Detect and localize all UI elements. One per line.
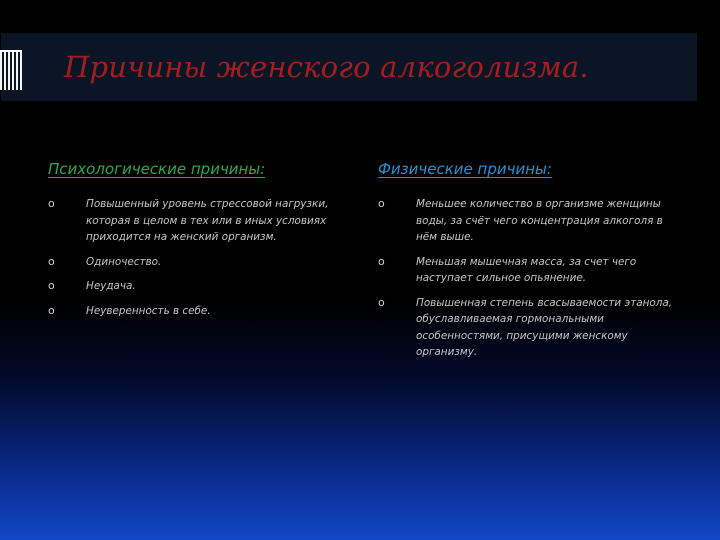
physical-causes-heading: Физические причины: bbox=[378, 160, 552, 178]
ring-bullet-icon: o bbox=[48, 303, 55, 317]
list-item-text: Меньшая мышечная масса, за счет чего наступает сильное опьянение. bbox=[416, 255, 637, 284]
list-item bbox=[48, 196, 358, 246]
list-item-text: Неуверенность в себе. bbox=[86, 304, 211, 317]
psychological-causes-heading: Психологические причины: bbox=[48, 160, 266, 178]
ring-bullet-icon: o bbox=[48, 254, 55, 268]
list-item bbox=[48, 303, 358, 320]
list-item bbox=[378, 254, 678, 287]
list-item-text: Повышенный уровень стрессовой нагрузки, которая в целом в тех или в иных условиях приходится на женский организм. bbox=[86, 198, 329, 243]
physical-causes-list bbox=[378, 196, 678, 369]
list-item bbox=[378, 295, 678, 361]
ring-bullet-icon: o bbox=[378, 254, 385, 268]
ring-bullet-icon: o bbox=[48, 197, 55, 210]
list-item-text: Неудача. bbox=[86, 280, 136, 292]
decorative-stripes bbox=[0, 52, 22, 90]
list-item-text: Меньшее количество в организме женщины воды, за счёт чего концентрация алкоголя в нём выше. bbox=[416, 198, 663, 243]
list-item bbox=[378, 196, 678, 246]
ring-bullet-icon: o bbox=[378, 295, 385, 309]
list-item bbox=[48, 278, 358, 295]
list-item bbox=[48, 254, 358, 271]
psychological-causes-list bbox=[48, 196, 358, 327]
list-item-text: Повышенная степень всасываемости этанола, обуславливаемая гормональными особенностями, присущими женскому организму. bbox=[416, 296, 673, 358]
ring-bullet-icon: o bbox=[378, 197, 385, 210]
list-item-text: Одиночество. bbox=[86, 255, 162, 268]
slide-title: Причины женского алкоголизма. bbox=[64, 50, 589, 84]
ring-bullet-icon: o bbox=[48, 279, 55, 292]
